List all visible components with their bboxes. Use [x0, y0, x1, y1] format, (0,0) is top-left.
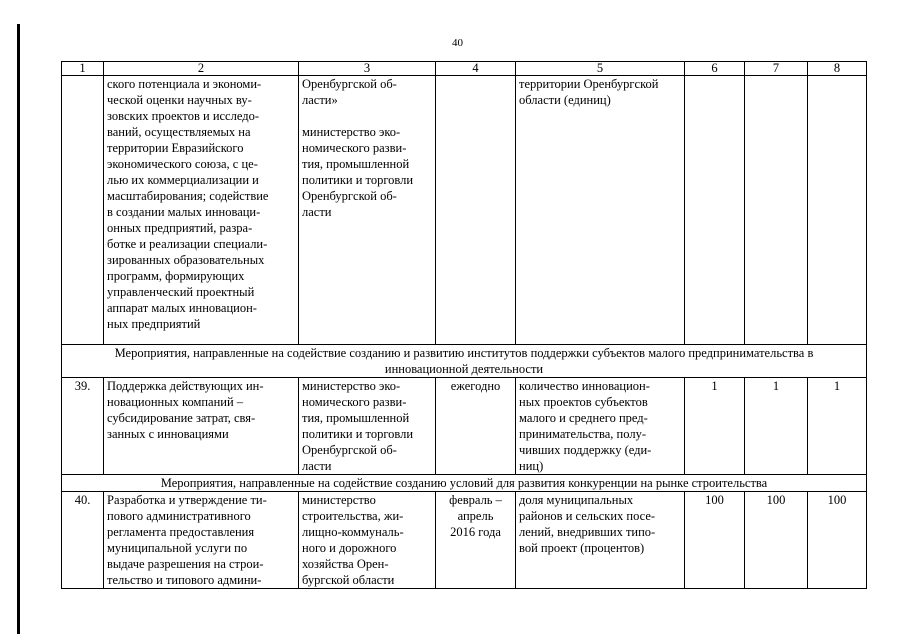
indicator-cell: доля муниципальных районов и сельских посе- лений, внедривших типо- вой проект (процентов)	[516, 492, 685, 589]
value-cell	[808, 76, 867, 345]
column-header: 8	[808, 62, 867, 76]
section-heading: Мероприятия, направленные на содействие созданию и развитию институтов поддержки субъектов малого предпринимательства в инновационной деятельности	[62, 345, 867, 378]
table-row	[62, 492, 867, 589]
executor-cell: министерство строительства, жи- лищно-коммуналь- ного и дорожного хозяйства Орен- бургской области	[299, 492, 436, 589]
value-cell	[685, 76, 745, 345]
table-row	[62, 76, 867, 345]
column-header: 5	[516, 62, 685, 76]
page-number: 40	[452, 37, 463, 49]
activity-cell: Поддержка действующих ин- новационных компаний – субсидирование затрат, свя- занных с инновациями	[104, 378, 299, 475]
column-header: 1	[62, 62, 104, 76]
term-cell: ежегодно	[436, 378, 516, 475]
value-cell: 1	[808, 378, 867, 475]
section-row	[62, 475, 867, 492]
section-row	[62, 345, 867, 378]
indicator-cell: количество инновацион- ных проектов субъектов малого и среднего пред- принимательства, полу- чивших поддержку (еди- ниц)	[516, 378, 685, 475]
activity-cell: ского потенциала и экономи- ческой оценки научных ву- зовских проектов и исследо- ваний, осуществляемых на территории Евразийского экономического союза, с це- лью их коммерциализации и масштабирования; содействие в создании малых инноваци- онных предприятий, разра- ботке и реализации специали- зированных образовательных программ, формирующих управленческий проектный аппарат малых инновацион- ных предприятий	[104, 76, 299, 345]
value-cell: 100	[685, 492, 745, 589]
value-cell: 100	[808, 492, 867, 589]
value-cell	[745, 76, 808, 345]
column-header: 4	[436, 62, 516, 76]
executor-cell: министерство эко- номического разви- тия, промышленной политики и торговли Оренбургской об- ласти	[299, 378, 436, 475]
term-cell	[436, 76, 516, 345]
column-header: 2	[104, 62, 299, 76]
column-header: 3	[299, 62, 436, 76]
row-number	[62, 76, 104, 345]
column-header: 6	[685, 62, 745, 76]
term-cell: февраль – апрель 2016 года	[436, 492, 516, 589]
indicator-cell: территории Оренбургской области (единиц)	[516, 76, 685, 345]
table-header-row	[62, 62, 867, 76]
measures-table	[61, 61, 867, 589]
section-heading: Мероприятия, направленные на содействие созданию условий для развития конкуренции на рынке строительства	[62, 475, 867, 492]
value-cell: 1	[745, 378, 808, 475]
scan-edge-bar	[17, 24, 20, 634]
activity-cell: Разработка и утверждение ти- пового административного регламента предоставления муниципальной услуги по выдаче разрешения на строи- тельство и типового админи-	[104, 492, 299, 589]
table-row	[62, 378, 867, 475]
value-cell: 1	[685, 378, 745, 475]
row-number: 39.	[62, 378, 104, 475]
value-cell: 100	[745, 492, 808, 589]
row-number: 40.	[62, 492, 104, 589]
column-header: 7	[745, 62, 808, 76]
executor-cell: Оренбургской об- ласти» министерство эко- номического разви- тия, промышленной политики и торговли Оренбургской об- ласти	[299, 76, 436, 345]
